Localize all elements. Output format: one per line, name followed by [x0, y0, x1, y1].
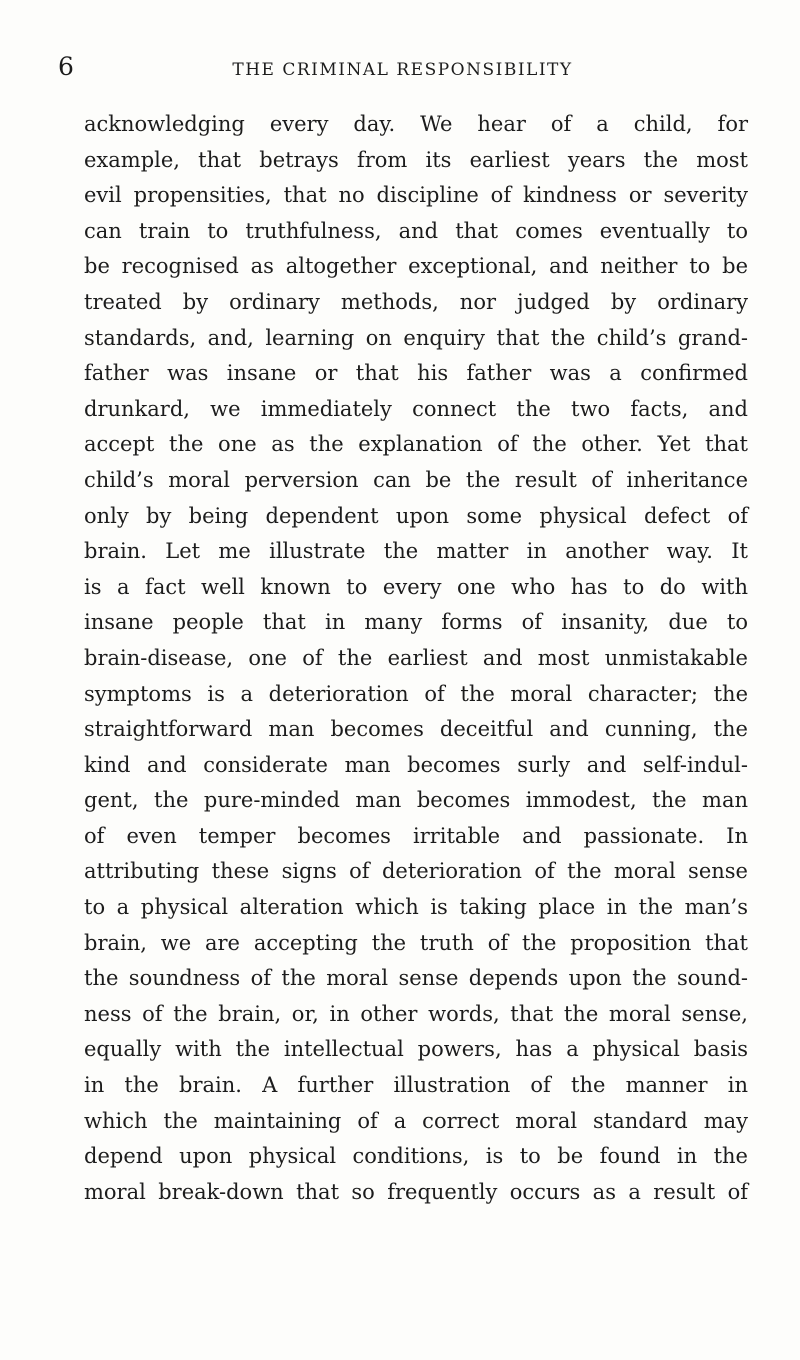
text-line: symptoms is a deterioration of the moral character; the [84, 681, 748, 706]
text-line: kind and considerate man becomes surly and self-indul- [84, 752, 748, 777]
text-line: attributing these signs of deterioration of the moral sense [84, 859, 748, 884]
text-line: be recognised as altogether exceptional, and neither to be [84, 254, 748, 279]
text-line: is a fact well known to every one who has to do with [84, 574, 748, 599]
text-line: treated by ordinary methods, nor judged by ordinary [84, 289, 748, 314]
text-line: brain-disease, one of the earliest and most unmistakable [84, 645, 748, 670]
text-line: gent, the pure-minded man becomes immodest, the man [84, 788, 748, 813]
text-line: acknowledging every day. We hear of a child, for [84, 112, 748, 136]
running-head-title: THE CRIMINAL RESPONSIBILITY [232, 60, 573, 80]
text-line: brain, we are accepting the truth of the proposition that [84, 930, 748, 955]
page-number: 6 [58, 52, 74, 81]
text-line: in the brain. A further illustration of the manner in [84, 1073, 748, 1098]
text-line: insane people that in many forms of insanity, due to [84, 610, 748, 635]
text-line: equally with the intellectual powers, has a physical basis [84, 1037, 748, 1062]
text-line: of even temper becomes irritable and passionate. In [84, 823, 748, 848]
text-line: the soundness of the moral sense depends upon the sound- [84, 966, 748, 991]
body-paragraph [84, 107, 748, 1210]
text-line: to a physical alteration which is taking place in the man’s [84, 895, 748, 920]
text-line: only by being dependent upon some physical defect of [84, 503, 748, 528]
text-line: can train to truthfulness, and that comes eventually to [84, 218, 748, 243]
text-line: brain. Let me illustrate the matter in another way. It [84, 539, 748, 564]
text-line: straightforward man becomes deceitful and cunning, the [84, 717, 748, 742]
text-line: depend upon physical conditions, is to be found in the [84, 1144, 748, 1169]
text-line: moral break-down that so frequently occurs as a result of [84, 1179, 748, 1204]
text-line: child’s moral perversion can be the result of inheritance [84, 467, 748, 492]
text-line: father was insane or that his father was a confirmed [84, 361, 748, 386]
text-line: drunkard, we immediately connect the two facts, and [84, 396, 748, 421]
text-line: example, that betrays from its earliest years the most [84, 147, 748, 172]
text-line: ness of the brain, or, in other words, that the moral sense, [84, 1001, 748, 1026]
text-line: standards, and, learning on enquiry that the child’s grand- [84, 325, 748, 350]
text-line: evil propensities, that no discipline of kindness or severity [84, 183, 748, 208]
text-line: which the maintaining of a correct moral standard may [84, 1108, 748, 1133]
text-line: accept the one as the explanation of the other. Yet that [84, 432, 748, 457]
